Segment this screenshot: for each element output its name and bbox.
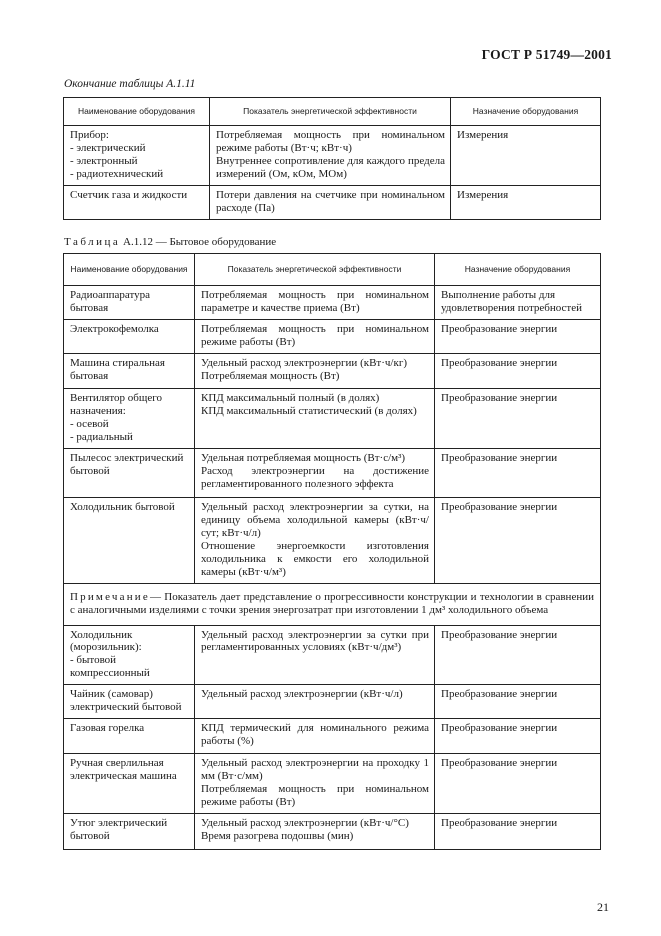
equipment-line: Ручная сверлильная электрическая машина	[70, 757, 177, 783]
note-label: Примечание	[70, 590, 150, 603]
indicator-cell	[195, 754, 435, 814]
equipment-cell	[64, 719, 195, 754]
equipment-line: Холодильник (морозильник):	[70, 628, 142, 654]
equipment-line: Холодильник бытовой	[70, 500, 175, 513]
indicator-line: Расход электроэнергии на достижение регламентированного полезного эффекта	[201, 464, 429, 490]
equipment-cell	[64, 319, 195, 353]
indicator-line: Удельный расход электроэнергии (кВт·ч/л)	[201, 688, 403, 701]
indicator-line: Потребляемая мощность при номинальном параметре и качестве приема (Вт)	[201, 289, 429, 314]
indicator-line: Потери давления на счетчике при номинальном расходе (Па)	[216, 188, 445, 214]
table-row	[64, 319, 601, 353]
equipment-line: Пылесос электрический бытовой	[70, 451, 184, 477]
table-note	[64, 583, 601, 625]
purpose-cell: Преобразование энергии	[435, 625, 601, 685]
equipment-line: Электрокофемолка	[70, 322, 159, 335]
equipment-line: Машина стиральная бытовая	[70, 356, 165, 382]
indicator-line: Внутреннее сопротивление для каждого предела измерений (Ом, кОм, МОм)	[216, 154, 445, 180]
equipment-cell	[64, 814, 195, 850]
purpose-cell: Преобразование энергии	[435, 319, 601, 353]
purpose-cell: Измерения	[451, 185, 601, 219]
equipment-line: - бытовой компрессионный	[70, 654, 150, 680]
equipment-line: Вентилятор общего назначения:	[70, 391, 162, 417]
table-note-row	[64, 583, 601, 625]
indicator-cell	[210, 185, 451, 219]
table-a1-11	[63, 97, 601, 220]
equipment-line: Радиоаппаратура бытовая	[70, 289, 151, 314]
column-header-equipment: Наименование оборудования	[64, 254, 195, 286]
indicator-cell	[195, 353, 435, 388]
purpose-cell: Измерения	[451, 126, 601, 186]
indicator-line: Потребляемая мощность при номинальном режиме работы (Вт)	[201, 322, 429, 348]
table-header-row	[64, 254, 601, 286]
table-row	[64, 814, 601, 850]
purpose-cell: Преобразование энергии	[435, 448, 601, 497]
equipment-line: Газовая горелка	[70, 722, 145, 735]
column-header-indicator: Показатель энергетической эффективности	[210, 98, 451, 126]
equipment-cell	[64, 185, 210, 219]
document-standard-number: ГОСТ Р 51749—2001	[481, 47, 612, 62]
column-header-indicator: Показатель энергетической эффективности	[195, 254, 435, 286]
table-a1-12-caption	[64, 236, 276, 248]
indicator-line: Потребляемая мощность (Вт)	[201, 369, 340, 382]
indicator-line: Время разогрева подошвы (мин)	[201, 830, 354, 843]
table-a1-11-caption: Окончание таблицы А.1.11	[64, 78, 196, 90]
table-header-row	[64, 98, 601, 126]
indicator-line: КПД термический для номинального режима работы (%)	[201, 722, 429, 748]
purpose-cell: Преобразование энергии	[435, 754, 601, 814]
equipment-cell	[64, 388, 195, 448]
indicator-cell	[195, 319, 435, 353]
equipment-line: - осевой	[70, 417, 109, 430]
table-row	[64, 625, 601, 685]
table-row	[64, 126, 601, 186]
page-number: 21	[597, 900, 609, 914]
equipment-cell	[64, 754, 195, 814]
column-header-equipment: Наименование оборудования	[64, 98, 210, 126]
purpose-cell: Преобразование энергии	[435, 685, 601, 719]
table-caption-prefix: Таблица	[64, 236, 121, 248]
column-header-purpose: Назначение оборудования	[451, 98, 601, 126]
purpose-cell: Выполнение работы для удовлетворения потребностей	[435, 286, 601, 320]
indicator-line: Удельный расход электроэнергии (кВт·ч/кг)	[201, 356, 407, 369]
equipment-cell	[64, 286, 195, 320]
indicator-cell	[195, 685, 435, 719]
table-row	[64, 353, 601, 388]
equipment-cell	[64, 126, 210, 186]
table-caption-title: А.1.12 — Бытовое оборудование	[123, 236, 277, 248]
indicator-line: Удельный расход электроэнергии за сутки, на единицу объема холодильной камеры (кВт·ч/сут; кВт·ч/л)	[201, 500, 429, 539]
table-row	[64, 388, 601, 448]
equipment-cell	[64, 625, 195, 685]
equipment-cell	[64, 353, 195, 388]
purpose-cell: Преобразование энергии	[435, 814, 601, 850]
table-row	[64, 719, 601, 754]
purpose-cell: Преобразование энергии	[435, 388, 601, 448]
indicator-line: Потребляемая мощность при номинальном режиме работы (Вт)	[201, 783, 429, 809]
indicator-line: КПД максимальный полный (в долях)	[201, 391, 380, 404]
indicator-line: Удельный расход электроэнергии за сутки при регламентированных условиях (кВт·ч/дм³)	[201, 628, 429, 654]
indicator-cell	[195, 497, 435, 583]
indicator-cell	[195, 719, 435, 754]
indicator-cell	[195, 448, 435, 497]
indicator-cell	[210, 126, 451, 186]
indicator-line: Отношение энергоемкости изготовления холодильника к емкости его холодильной камеры (кВт·ч/м³)	[201, 539, 429, 578]
table-row	[64, 685, 601, 719]
indicator-line: Потребляемая мощность при номинальном режиме работы (Вт·ч; кВт·ч)	[216, 129, 445, 154]
purpose-cell: Преобразование энергии	[435, 719, 601, 754]
table-row	[64, 185, 601, 219]
indicator-cell	[195, 625, 435, 685]
indicator-line: Удельный расход электроэнергии (кВт·ч/°С)	[201, 817, 409, 830]
equipment-line: Чайник (самовар) электрический бытовой	[70, 688, 182, 714]
equipment-line: - электронный	[70, 154, 138, 167]
equipment-line: Счетчик газа и жидкости	[70, 188, 188, 201]
purpose-cell: Преобразование энергии	[435, 353, 601, 388]
table-row	[64, 448, 601, 497]
column-header-purpose: Назначение оборудования	[435, 254, 601, 286]
equipment-line: Прибор:	[70, 129, 109, 141]
indicator-line: Удельный расход электроэнергии на проходку 1 мм (Вт·с/мм)	[201, 757, 429, 783]
equipment-cell	[64, 448, 195, 497]
indicator-line: КПД максимальный статистический (в долях)	[201, 404, 417, 417]
indicator-cell	[195, 286, 435, 320]
table-row	[64, 497, 601, 583]
indicator-cell	[195, 388, 435, 448]
table-row	[64, 286, 601, 320]
equipment-cell	[64, 497, 195, 583]
table-row	[64, 754, 601, 814]
note-text: — Показатель дает представление о прогрессивности конструкции и технологии в сравнении с аналогичными изделиями с точки зрения энергозатрат при изготовлении 1 дм³ холодильного объема	[70, 590, 594, 616]
equipment-line: - радиальный	[70, 430, 133, 443]
table-a1-12	[63, 253, 601, 850]
equipment-line: - электрический	[70, 141, 146, 154]
equipment-line: Утюг электрический бытовой	[70, 817, 168, 843]
equipment-line: - радиотехнический	[70, 167, 164, 180]
purpose-cell: Преобразование энергии	[435, 497, 601, 583]
indicator-cell	[195, 814, 435, 850]
equipment-cell	[64, 685, 195, 719]
indicator-line: Удельная потребляемая мощность (Вт·с/м³)	[201, 451, 406, 464]
